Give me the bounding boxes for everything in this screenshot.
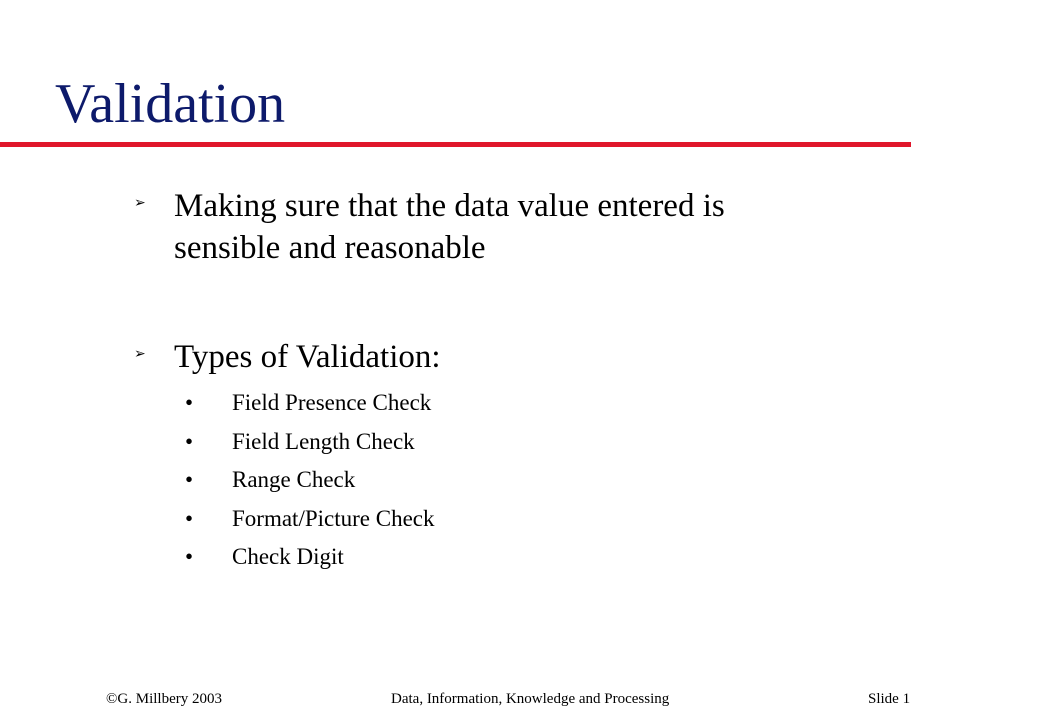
arrowhead-bullet-icon: ➢ <box>134 346 146 362</box>
bullet-item-types <box>134 336 854 386</box>
list-item <box>185 538 685 577</box>
bullet-text: Making sure that the data value entered is sensible and reasonable <box>174 188 725 266</box>
title-underline-rule <box>0 142 911 147</box>
arrowhead-bullet-icon: ➢ <box>134 195 146 211</box>
dot-bullet-icon: • <box>185 467 194 492</box>
list-item-text: Field Length Check <box>232 428 415 454</box>
list-item-text: Check Digit <box>232 544 344 569</box>
dot-bullet-icon: • <box>185 544 194 569</box>
dot-bullet-icon: • <box>185 390 194 415</box>
list-item <box>185 423 685 462</box>
list-item <box>185 500 685 539</box>
bullet-item-definition <box>134 185 854 275</box>
footer-slide-number: Slide 1 <box>868 691 911 707</box>
list-item <box>185 384 685 423</box>
footer-course-title: Data, Information, Knowledge and Processing <box>391 691 670 707</box>
validation-types-list <box>185 384 685 577</box>
slide-title: Validation <box>55 73 286 135</box>
footer-copyright: ©G. Millbery 2003 <box>106 691 222 707</box>
list-item-text: Format/Picture Check <box>232 505 435 531</box>
list-item <box>185 461 685 500</box>
list-item-text: Range Check <box>232 467 356 492</box>
list-item-text: Field Presence Check <box>232 390 432 415</box>
dot-bullet-icon: • <box>185 505 194 531</box>
dot-bullet-icon: • <box>185 428 194 454</box>
bullet-text: Types of Validation: <box>174 339 441 375</box>
